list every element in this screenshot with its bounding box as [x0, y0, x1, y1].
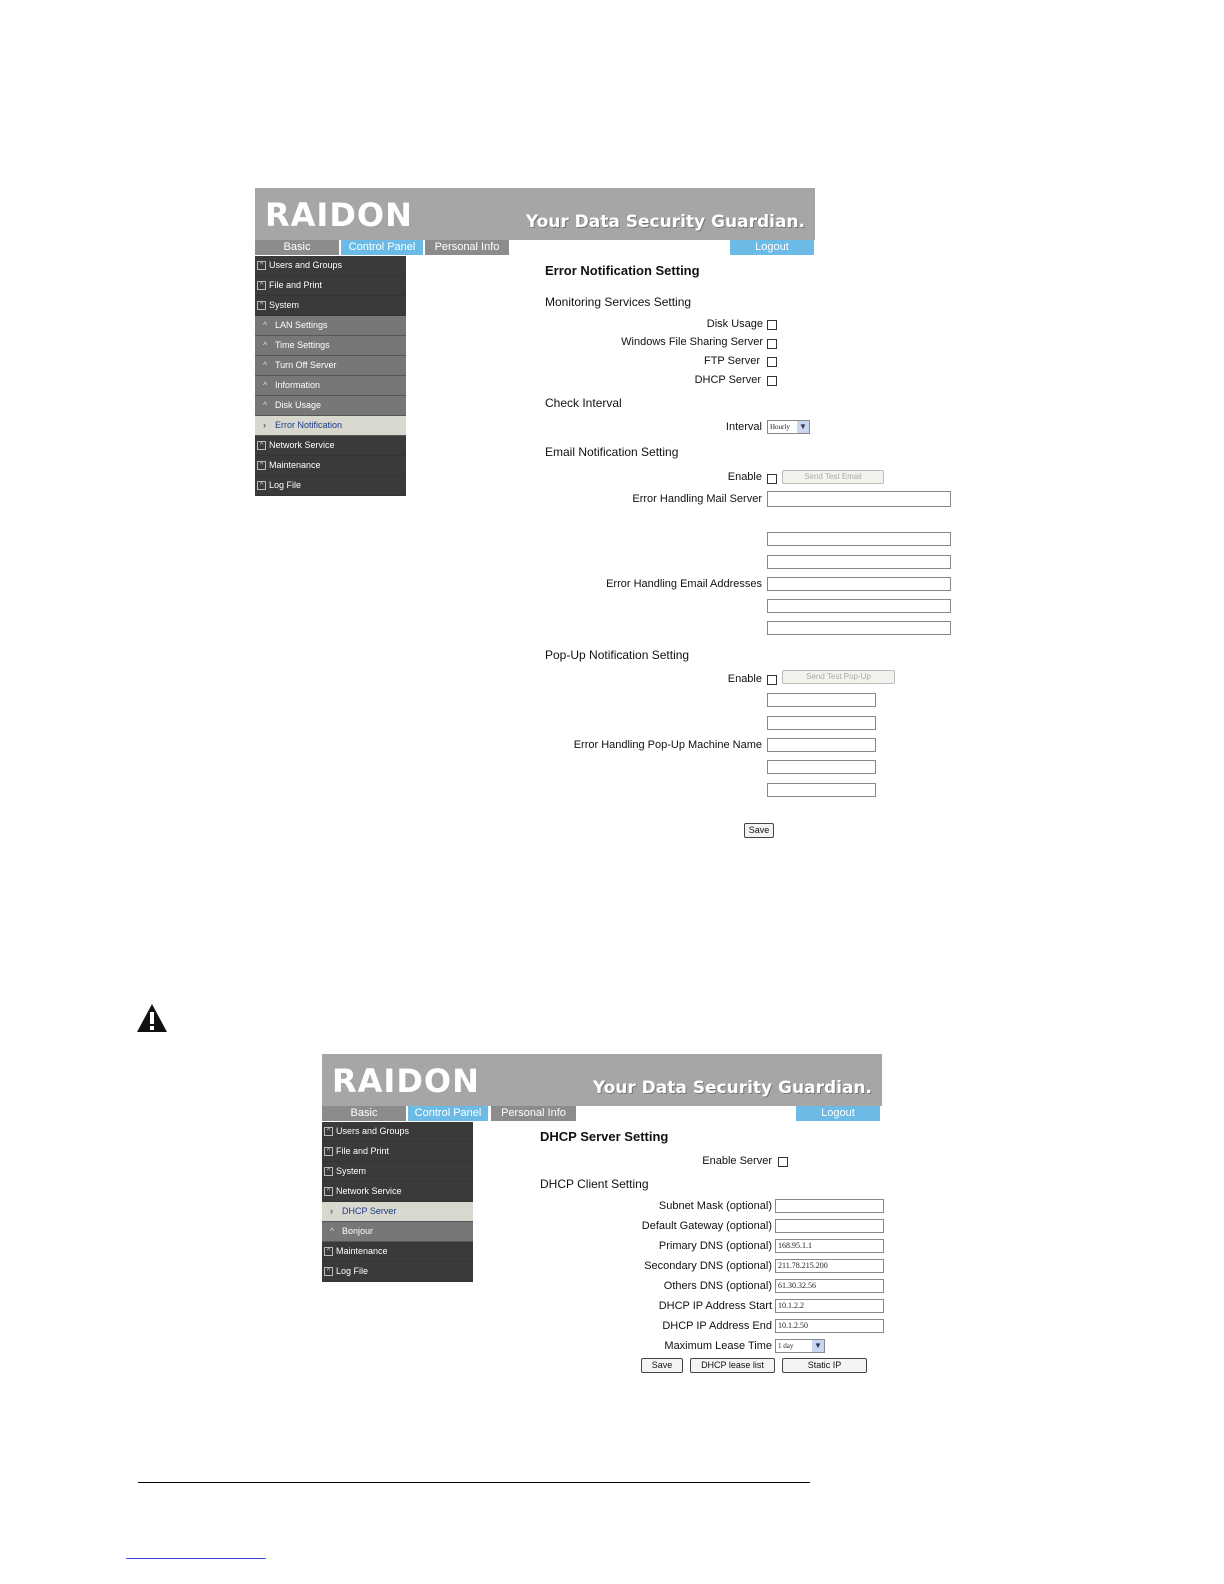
sidebar	[322, 1122, 473, 1282]
footer-link-underline	[126, 1558, 266, 1559]
default-gateway-input[interactable]	[775, 1219, 884, 1233]
sidebar-item-log-file[interactable]	[255, 476, 406, 496]
windows-file-sharing-checkbox[interactable]	[767, 339, 777, 349]
raidon-logo: RAIDON	[332, 1062, 480, 1100]
sidebar	[255, 256, 406, 496]
dhcp-server-panel	[322, 1054, 892, 1384]
chevron-right-icon: ›	[263, 420, 266, 430]
collapse-icon: ^	[257, 281, 266, 290]
popup-machine-input-5[interactable]	[767, 783, 876, 797]
ip-end-label: DHCP IP Address End	[662, 1320, 772, 1332]
page-title: DHCP Server Setting	[540, 1129, 669, 1144]
static-ip-button[interactable]: Static IP	[782, 1358, 867, 1373]
sidebar-item-users-groups[interactable]	[255, 256, 406, 276]
sidebar-label: Disk Usage	[275, 400, 322, 410]
subnet-mask-label: Subnet Mask (optional)	[658, 1200, 772, 1212]
popup-machine-input-3[interactable]	[767, 738, 876, 752]
sidebar-subitem-turn-off-server[interactable]	[255, 356, 406, 376]
email-address-input-4[interactable]	[767, 599, 951, 613]
sidebar-label: Bonjour	[342, 1226, 374, 1236]
sidebar-label: Log File	[269, 480, 302, 490]
tab-basic[interactable]: Basic	[322, 1106, 406, 1121]
logout-button[interactable]: Logout	[796, 1106, 880, 1121]
header-banner	[322, 1054, 882, 1106]
sidebar-label: Information	[275, 380, 321, 390]
caret-up-icon: ^	[330, 1226, 335, 1236]
caret-up-icon: ^	[263, 400, 268, 410]
ip-start-input[interactable]: 10.1.2.2	[775, 1299, 884, 1313]
sidebar-label: Maintenance	[269, 460, 321, 470]
send-test-email-button[interactable]: Send Test Email	[782, 470, 884, 484]
page-title: Error Notification Setting	[545, 263, 700, 278]
tab-basic[interactable]: Basic	[255, 240, 339, 255]
secondary-dns-input[interactable]: 211.78.215.200	[775, 1259, 884, 1273]
popup-enable-label: Enable	[727, 673, 762, 685]
sidebar-label: System	[336, 1166, 367, 1176]
sidebar-label: Network Service	[269, 440, 335, 450]
collapse-icon: ^	[257, 441, 266, 450]
slogan: Your Data Security Guardian.	[525, 212, 805, 232]
email-address-input-5[interactable]	[767, 621, 951, 635]
enable-server-checkbox[interactable]	[778, 1157, 788, 1167]
others-dns-label: Others DNS (optional)	[663, 1280, 772, 1292]
sidebar-label: Log File	[336, 1266, 369, 1276]
lease-time-label: Maximum Lease Time	[664, 1340, 772, 1352]
collapse-icon: ^	[324, 1147, 333, 1156]
tab-bar	[322, 1106, 882, 1122]
email-address-input-2[interactable]	[767, 555, 951, 569]
dhcp-server-checkbox[interactable]	[767, 376, 777, 386]
collapse-icon: ^	[324, 1267, 333, 1276]
email-address-input-3[interactable]	[767, 577, 951, 591]
sidebar-item-users-groups[interactable]	[322, 1122, 473, 1142]
sidebar-item-maintenance[interactable]	[322, 1242, 473, 1262]
sidebar-subitem-error-notification[interactable]	[255, 416, 406, 436]
caret-up-icon: ^	[263, 380, 268, 390]
error-notification-panel	[255, 188, 955, 848]
sidebar-label: Users and Groups	[336, 1126, 410, 1136]
email-enable-label: Enable	[727, 471, 762, 483]
enable-server-label: Enable Server	[702, 1155, 772, 1167]
chevron-right-icon: ›	[330, 1206, 333, 1216]
sidebar-label: File and Print	[269, 280, 323, 290]
ftp-server-label: FTP Server	[703, 355, 760, 367]
collapse-icon: ^	[257, 461, 266, 470]
collapse-icon: ^	[324, 1127, 333, 1136]
sidebar-label: LAN Settings	[275, 320, 328, 330]
sidebar-item-maintenance[interactable]	[255, 456, 406, 476]
interval-value: Hourly	[770, 423, 790, 431]
sidebar-item-system[interactable]	[255, 296, 406, 316]
sidebar-item-file-print[interactable]	[255, 276, 406, 296]
sidebar-label: Time Settings	[275, 340, 330, 350]
windows-file-sharing-label: Windows File Sharing Server	[621, 336, 763, 348]
header-banner	[255, 188, 815, 240]
slogan: Your Data Security Guardian.	[592, 1078, 872, 1098]
sidebar-item-network-service[interactable]	[255, 436, 406, 456]
ip-end-input[interactable]: 10.1.2.50	[775, 1319, 884, 1333]
popup-machine-input-2[interactable]	[767, 716, 876, 730]
ip-start-label: DHCP IP Address Start	[658, 1300, 772, 1312]
warning-icon	[136, 1003, 168, 1033]
email-addresses-label: Error Handling Email Addresses	[606, 578, 762, 590]
popup-machine-input-1[interactable]	[767, 693, 876, 707]
chevron-down-icon: ▼	[797, 421, 809, 433]
popup-machine-input-4[interactable]	[767, 760, 876, 774]
chevron-down-icon: ▼	[812, 1340, 824, 1352]
sidebar-subitem-information[interactable]	[255, 376, 406, 396]
sidebar-label: File and Print	[336, 1146, 390, 1156]
default-gateway-label: Default Gateway (optional)	[641, 1220, 772, 1232]
collapse-icon: ^	[257, 261, 266, 270]
popup-heading: Pop-Up Notification Setting	[545, 648, 690, 662]
collapse-icon: ^	[324, 1247, 333, 1256]
footer-rule	[138, 1482, 810, 1483]
save-button[interactable]: Save	[641, 1358, 683, 1373]
sidebar-label: Maintenance	[336, 1246, 388, 1256]
sidebar-item-file-print[interactable]	[322, 1142, 473, 1162]
tab-bar	[255, 240, 815, 256]
sidebar-item-system[interactable]	[322, 1162, 473, 1182]
tab-control-panel[interactable]: Control Panel	[341, 240, 423, 255]
interval-select[interactable]	[767, 420, 810, 434]
secondary-dns-label: Secondary DNS (optional)	[644, 1260, 772, 1272]
collapse-icon: ^	[324, 1187, 333, 1196]
sidebar-label: DHCP Server	[342, 1206, 397, 1216]
collapse-icon: ^	[257, 301, 266, 310]
dhcp-server-label: DHCP Server	[694, 374, 761, 386]
sidebar-label: Error Notification	[275, 420, 343, 430]
save-button[interactable]: Save	[744, 823, 774, 838]
others-dns-input[interactable]: 61.30.32.56	[775, 1279, 884, 1293]
collapse-icon: ^	[257, 481, 266, 490]
sidebar-subitem-lan-settings[interactable]	[255, 316, 406, 336]
check-interval-heading: Check Interval	[545, 396, 622, 410]
sidebar-label: Users and Groups	[269, 260, 343, 270]
lease-time-select[interactable]	[775, 1339, 825, 1353]
logout-button[interactable]: Logout	[730, 240, 814, 255]
sidebar-label: Turn Off Server	[275, 360, 337, 370]
monitoring-heading: Monitoring Services Setting	[545, 295, 692, 309]
sidebar-item-network-service[interactable]	[322, 1182, 473, 1202]
popup-machine-label: Error Handling Pop-Up Machine Name	[573, 739, 762, 751]
caret-up-icon: ^	[263, 360, 268, 370]
tab-control-panel[interactable]: Control Panel	[408, 1106, 488, 1121]
mail-server-label: Error Handling Mail Server	[632, 493, 762, 505]
popup-enable-checkbox[interactable]	[767, 675, 777, 685]
caret-up-icon: ^	[263, 320, 268, 330]
ftp-server-checkbox[interactable]	[767, 357, 777, 367]
collapse-icon: ^	[324, 1167, 333, 1176]
sidebar-subitem-bonjour[interactable]	[322, 1222, 473, 1242]
primary-dns-input[interactable]: 168.95.1.1	[775, 1239, 884, 1253]
interval-label: Interval	[725, 421, 762, 433]
disk-usage-checkbox[interactable]	[767, 320, 777, 330]
email-address-input-1[interactable]	[767, 532, 951, 546]
send-test-popup-button[interactable]: Send Test Pop-Up	[782, 670, 895, 684]
subnet-mask-input[interactable]	[775, 1199, 884, 1213]
disk-usage-label: Disk Usage	[706, 318, 763, 330]
primary-dns-label: Primary DNS (optional)	[658, 1240, 772, 1252]
sidebar-subitem-time-settings[interactable]	[255, 336, 406, 356]
lease-time-value: 1 day	[778, 1342, 794, 1350]
tab-personal-info[interactable]: Personal Info	[425, 240, 509, 255]
sidebar-label: Network Service	[336, 1186, 402, 1196]
tab-personal-info[interactable]: Personal Info	[491, 1106, 576, 1121]
sidebar-subitem-disk-usage[interactable]	[255, 396, 406, 416]
mail-server-input[interactable]	[767, 491, 951, 507]
dhcp-lease-list-button[interactable]: DHCP lease list	[690, 1358, 775, 1373]
sidebar-label: System	[269, 300, 300, 310]
sidebar-subitem-dhcp-server[interactable]	[322, 1202, 473, 1222]
email-heading: Email Notification Setting	[545, 445, 679, 459]
email-enable-checkbox[interactable]	[767, 474, 777, 484]
raidon-logo: RAIDON	[265, 196, 413, 234]
sidebar-item-log-file[interactable]	[322, 1262, 473, 1282]
client-heading: DHCP Client Setting	[540, 1177, 649, 1191]
caret-up-icon: ^	[263, 340, 268, 350]
